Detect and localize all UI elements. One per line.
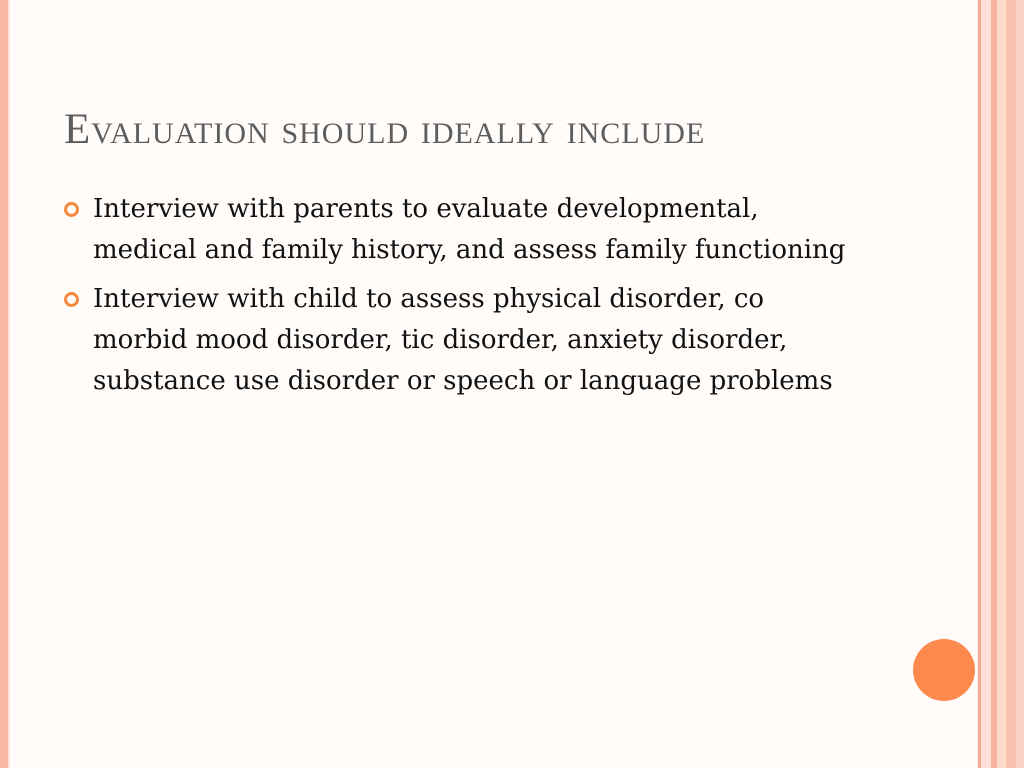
left-border-stripe	[0, 0, 8, 768]
bullet-ring-icon	[64, 202, 79, 217]
bullet-text: Interview with child to assess physical disorder, co morbid mood disorder, tic disorder, anxiety disorder, substance use disorder or speech or language problems	[93, 284, 833, 396]
left-border-inner-stripe	[8, 0, 10, 768]
stripe	[1006, 0, 1016, 768]
bullet-item	[64, 279, 864, 402]
slide-title: Evaluation should ideally include	[64, 106, 706, 153]
decorative-circle	[913, 639, 975, 701]
stripe	[981, 0, 991, 768]
bullet-list	[64, 189, 864, 410]
bullet-ring-icon	[64, 292, 79, 307]
right-decorative-stripes	[978, 0, 1024, 768]
stripe	[997, 0, 1006, 768]
bullet-item	[64, 189, 864, 271]
bullet-text: Interview with parents to evaluate developmental, medical and family history, and assess family functioning	[93, 194, 846, 265]
stripe	[1016, 0, 1024, 768]
